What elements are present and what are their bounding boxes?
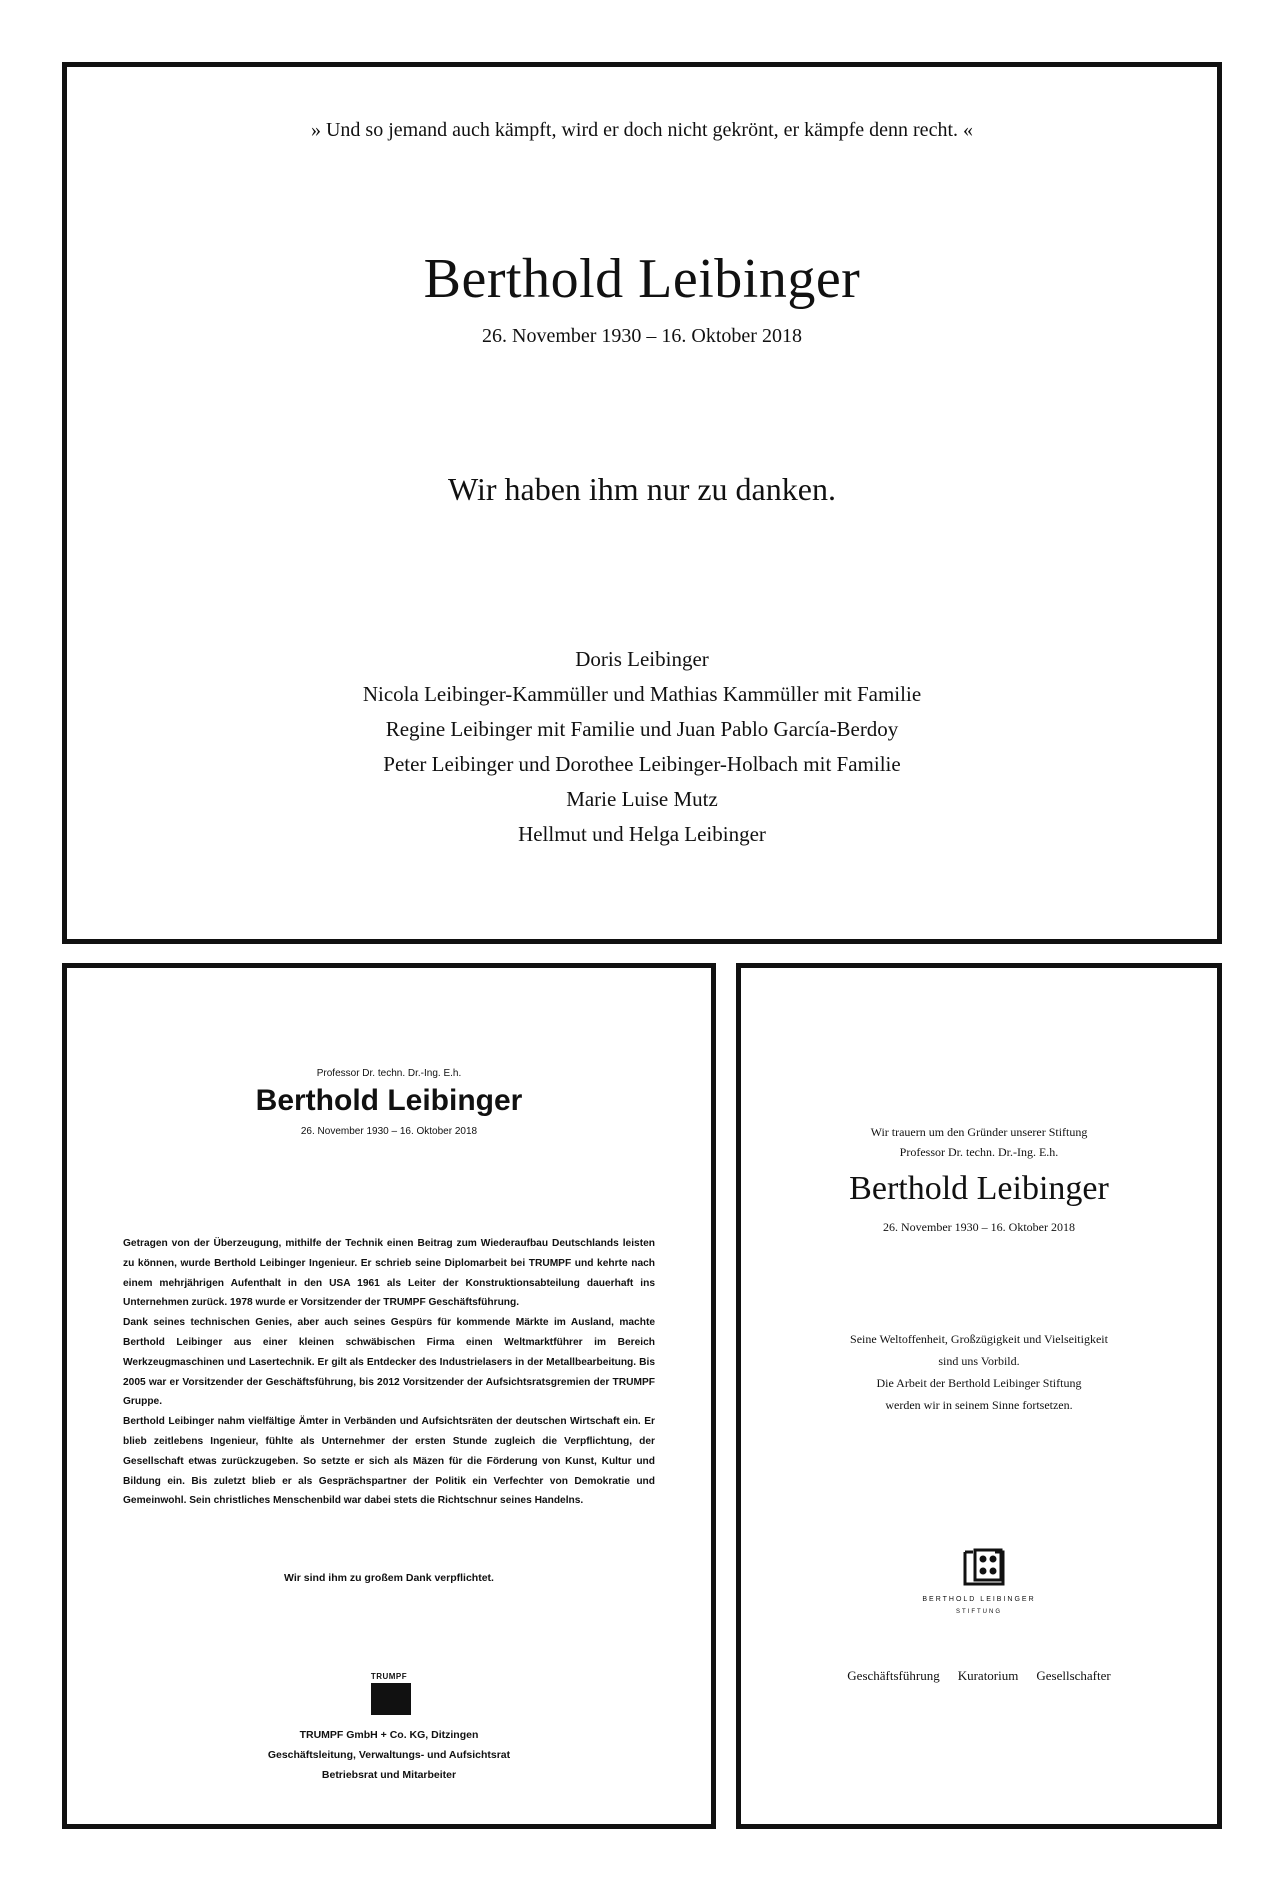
obituary-text: [123, 1234, 655, 1511]
foundation-emblem-icon: [963, 1548, 1005, 1588]
intro-text: [741, 1122, 1217, 1162]
family-member: Peter Leibinger und Dorothee Leibinger-Holbach mit Familie: [383, 752, 901, 776]
life-dates: 26. November 1930 – 16. Oktober 2018: [482, 325, 802, 347]
academic-title: Professor Dr. techn. Dr.-Ing. E.h.: [316, 1068, 462, 1079]
family-member: Doris Leibinger: [575, 647, 709, 671]
tribute-text: [741, 1328, 1217, 1416]
trumpf-logo-icon: [371, 1683, 411, 1715]
intro-line: Wir trauern um den Gründer unserer Stiftung: [870, 1125, 1088, 1139]
body-board: Kuratorium: [957, 1668, 1019, 1683]
family-member: Regine Leibinger mit Familie und Juan Pablo García-Berdoy: [385, 717, 899, 741]
family-notice: [62, 62, 1222, 944]
bible-quote: » Und so jemand auch kämpft, wird er doch nicht gekrönt, er kämpfe denn recht. «: [310, 119, 973, 141]
signatory-line: Betriebsrat und Mitarbeiter: [321, 1769, 457, 1781]
obituary-paragraph: Berthold Leibinger nahm vielfältige Ämter in Verbänden und Aufsichtsräten der deutschen Wirtschaft ein. Er blieb zeitlebens Ingenieur, fühlte als Unternehmer der ersten Stunde zugleich die Verpflichtung, der Gesellschaft etwas zurückzugeben. So setzte er sich als Mäzen für die Förderung von Kunst, Kultur und Bildung ein. Bis zuletzt blieb er als Gesprächspartner der Politik ein Verfechter von Demokratie und Gemeinwohl. Sein christliches Menschenbild war dabei stets die Richtschnur seines Handelns.: [123, 1416, 655, 1507]
tribute-line: Die Arbeit der Berthold Leibinger Stiftung: [876, 1376, 1082, 1390]
family-list: [67, 642, 1217, 852]
intro-line: Professor Dr. techn. Dr.-Ing. E.h.: [899, 1145, 1059, 1159]
foundation-bodies: [741, 1668, 1217, 1684]
signatory-line: Geschäftsleitung, Verwaltungs- und Aufsichtsrat: [267, 1749, 511, 1761]
obituary-paragraph: Getragen von der Überzeugung, mithilfe der Technik einen Beitrag zum Wiederaufbau Deutschlands leisten zu können, wurde Berthold Leibinger Ingenieur. Er schrieb seine Diplomarbeit bei TRUMPF und kehrte nach einem mehrjährigen Aufenthalt in den USA 1961 als Leiter der Konstruktionsabteilung dauerhaft ins Unternehmen zurück. 1978 wurde er Vorsitzender der TRUMPF Geschäftsführung.: [123, 1238, 655, 1309]
foundation-logo-name: BERTHOLD LEIBINGER: [922, 1596, 1036, 1603]
body-shareholders: Gesellschafter: [1036, 1668, 1111, 1683]
tribute-line: sind uns Vorbild.: [938, 1354, 1020, 1368]
tribute-line: werden wir in seinem Sinne fortsetzen.: [885, 1398, 1073, 1412]
family-member: Hellmut und Helga Leibinger: [518, 822, 766, 846]
closing-line: Wir sind ihm zu großem Dank verpflichtet.: [284, 1572, 494, 1584]
deceased-name: Berthold Leibinger: [255, 1084, 523, 1117]
trumpf-notice: [62, 963, 716, 1829]
family-member: Marie Luise Mutz: [566, 787, 718, 811]
trumpf-logo-label: TRUMPF: [370, 1672, 408, 1681]
deceased-name: Berthold Leibinger: [423, 248, 861, 310]
foundation-notice: [736, 963, 1222, 1829]
foundation-logo-sub: STIFTUNG: [956, 1609, 1002, 1615]
signatories: [67, 1725, 711, 1785]
signatory-line: TRUMPF GmbH + Co. KG, Ditzingen: [299, 1729, 479, 1741]
body-management: Geschäftsführung: [847, 1668, 940, 1683]
thanks-line: Wir haben ihm nur zu danken.: [448, 471, 836, 507]
obituary-paragraph: Dank seines technischen Genies, aber auch seines Gespürs für kommende Märkte im Ausland, machte Berthold Leibinger aus einer kleinen schwäbischen Firma einen Weltmarktführer im Bereich Werkzeugmaschinen und Lasertechnik. Er gilt als Entdecker des Industrielasers in der Metallbearbeitung. Bis 2005 war er Vorsitzender der Geschäftsführung, bis 2012 Vorsitzender der Aufsichtsratsgremien der TRUMPF Gruppe.: [123, 1317, 655, 1408]
life-dates: 26. November 1930 – 16. Oktober 2018: [300, 1126, 478, 1137]
family-member: Nicola Leibinger-Kammüller und Mathias Kammüller mit Familie: [362, 682, 922, 706]
life-dates: 26. November 1930 – 16. Oktober 2018: [883, 1220, 1075, 1234]
tribute-line: Seine Weltoffenheit, Großzügigkeit und Vielseitigkeit: [850, 1332, 1108, 1346]
deceased-name: Berthold Leibinger: [849, 1170, 1109, 1207]
